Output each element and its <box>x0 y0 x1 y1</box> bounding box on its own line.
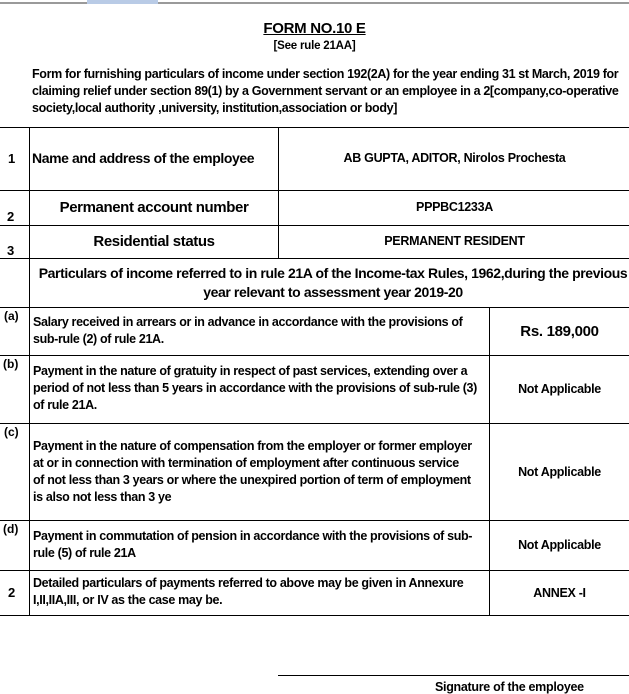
row-pan <box>0 190 629 225</box>
pan-value[interactable]: PPPBC1233A <box>416 200 493 214</box>
gratuity-value: Not Applicable <box>518 382 601 396</box>
item-value[interactable] <box>490 307 629 355</box>
form-subtitle: [See rule 21AA] <box>273 40 356 52</box>
residential-status-value[interactable]: PERMANENT RESIDENT <box>384 234 525 248</box>
signature-label: Signature of the employee <box>435 680 584 694</box>
row-number: 3 <box>7 243 15 258</box>
form-description: Form for furnishing particulars of income under section 192(2A) for the year ending 31 st March, 2019 for claiming relief under section 89(1) by a Government servant or an employee in a 2[company,co-operative society,local authority ,university, institution,association or body] <box>32 67 619 115</box>
pension-value: Not Applicable <box>518 538 601 552</box>
row-employee-name <box>0 127 629 190</box>
item-text: Salary received in arrears or in advance in accordance with the provisions of sub-rule (2) of rule 21A. <box>33 315 463 346</box>
item-c <box>0 423 629 520</box>
item-value[interactable] <box>490 520 629 570</box>
item-b <box>0 355 629 423</box>
annexure-value: ANNEX -I <box>533 585 586 600</box>
row-label: Name and address of the employee <box>32 150 255 166</box>
compensation-value: Not Applicable <box>518 464 601 479</box>
particulars-heading: Particulars of income referred to in rule 21A of the Income-tax Rules, 1962,during the previous year relevant to assessment year 2019-20 <box>38 265 628 300</box>
item-text: Detailed particulars of payments referred to above may be given in Annexure I,II,IIA,III, or IV as the case may be. <box>33 576 464 607</box>
grid-line <box>0 615 629 616</box>
row-number: 1 <box>8 151 16 166</box>
grid-line <box>0 258 629 259</box>
row-label: Permanent account number <box>59 199 249 216</box>
form-title: FORM NO.10 E <box>263 20 366 37</box>
item-number: (c) <box>4 425 19 439</box>
item-number: 2 <box>8 585 16 600</box>
item-value[interactable] <box>490 355 629 423</box>
row-number: 2 <box>7 209 15 224</box>
salary-arrears-amount: Rs. 189,000 <box>520 322 599 340</box>
item-number: (a) <box>4 309 19 323</box>
item-a <box>0 307 629 355</box>
item-number: (b) <box>3 357 19 371</box>
item-annexure <box>0 570 629 615</box>
item-text: Payment in the nature of gratuity in respect of past services, extending over a period of not less than 5 years in accordance with the provisions of sub-rule (3) of rule 21A. <box>33 364 477 412</box>
item-value[interactable] <box>490 570 629 615</box>
row-residential-status <box>0 225 629 258</box>
selected-cell-highlight <box>87 0 158 4</box>
item-d <box>0 520 629 570</box>
signature-line <box>278 675 629 676</box>
item-value[interactable] <box>490 423 629 520</box>
row-label: Residential status <box>93 233 215 250</box>
employee-name-value[interactable]: AB GUPTA, ADITOR, Nirolos Prochesta <box>343 151 566 165</box>
item-number: (d) <box>3 522 19 536</box>
item-text: Payment in commutation of pension in accordance with the provisions of sub-rule (5) of rule 21A <box>33 529 473 560</box>
item-text: Payment in the nature of compensation from the employer or former employer at or in connection with termination of employment after continuous service of not less than 3 years or where the unexpired portion of term of employment is also not less than 3 ye <box>33 439 472 504</box>
